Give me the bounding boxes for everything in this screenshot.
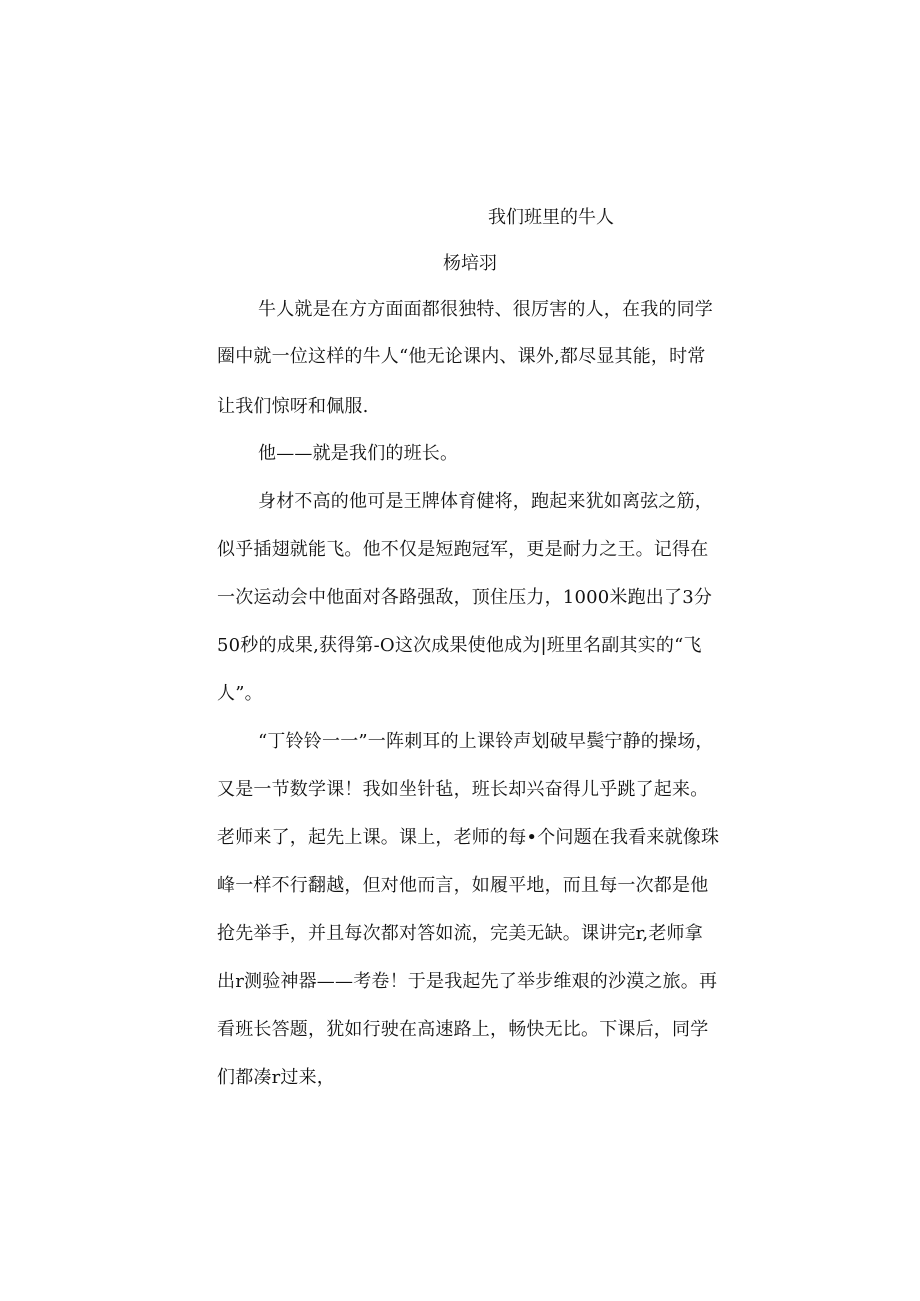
paragraph-line: 们都凑r过来， bbox=[217, 1067, 336, 1088]
paragraph-line: 人”。 bbox=[217, 683, 263, 704]
paragraph-line: “丁铃铃一一”一阵刺耳的上课铃声划破早鬓宁静的操场， bbox=[258, 731, 714, 752]
paragraph-line: 牛人就是在方方面面都很独特、很厉害的人，在我的同学 bbox=[258, 299, 713, 320]
paragraph-line: 出r测验神器——考卷！于是我起先了举步维艰的沙漠之旅。再 bbox=[217, 971, 718, 992]
paragraph-line: 又是一节数学课！我如坐针毡，班长却兴奋得儿乎跳了起来。 bbox=[217, 779, 709, 800]
paragraph-line: 一次运动会中他面对各路强敌，顶住压力，1000米跑出了3分 bbox=[217, 587, 713, 608]
paragraph-line: 圈中就一位这样的牛人“他无论课内、课外,都尽显其能，时常 bbox=[217, 346, 706, 367]
paragraph-line: 他——就是我们的班长。 bbox=[258, 443, 459, 464]
paragraph-line: 老师来了，起先上课。课上，老师的每•个问题在我看来就像珠 bbox=[217, 827, 720, 848]
paragraph-line: 抢先举手，并且每次都对答如流，完美无缺。课讲完r,老师拿 bbox=[217, 923, 703, 944]
paragraph-line: 峰一样不行翻越，但对他而言，如履平地，而且每一次都是他 bbox=[217, 875, 709, 896]
paragraph-line: 50秒的成果,获得第-O这次成果使他成为|班里名副其实的“飞 bbox=[217, 635, 702, 656]
paragraph-line: 身材不高的他可是王牌体育健将，跑起来犹如离弦之筋， bbox=[258, 491, 713, 512]
paragraph-line: 让我们惊呀和佩服. bbox=[217, 396, 369, 417]
paragraph-line: 看班长答题，犹如行驶在高速路上，畅快无比。下课后，同学 bbox=[217, 1019, 709, 1040]
paragraph-line: 似乎插翅就能飞。他不仅是短跑冠军，更是耐力之王。记得在 bbox=[217, 539, 709, 560]
document-title: 我们班里的牛人 bbox=[488, 207, 614, 228]
document-author: 杨培羽 bbox=[443, 253, 497, 274]
